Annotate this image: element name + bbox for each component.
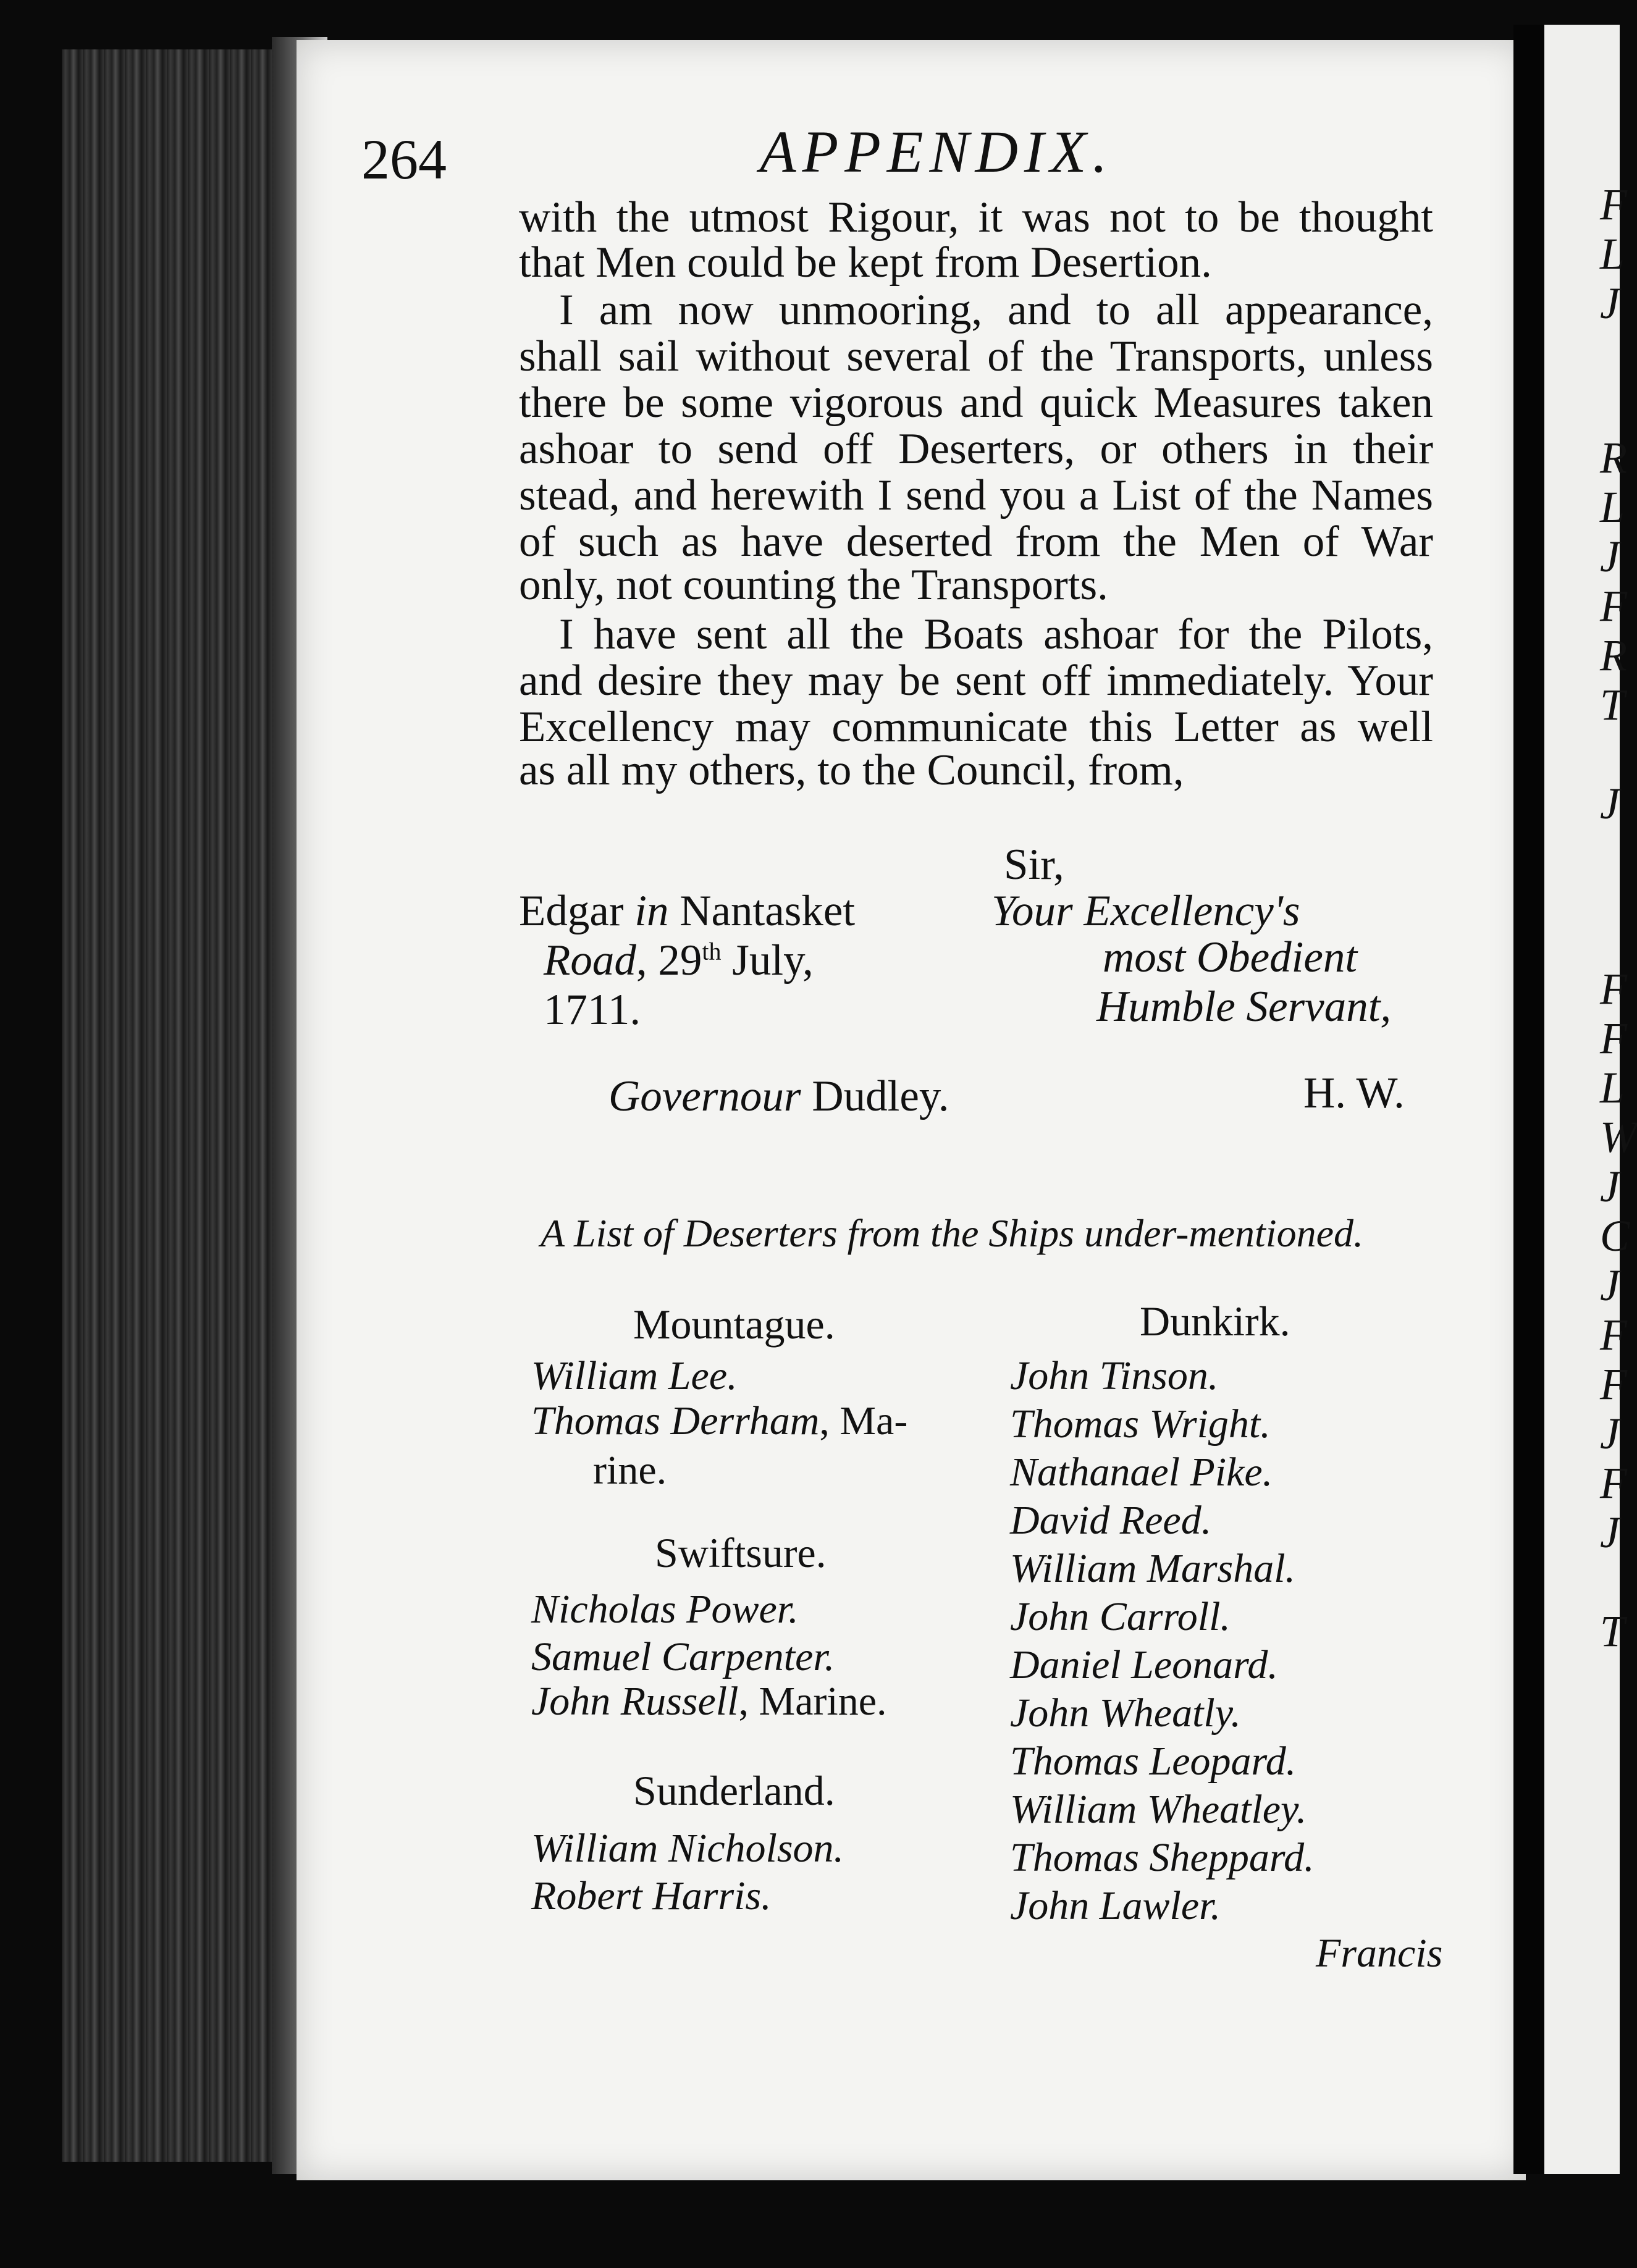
deserter-name: William Marshal. — [1010, 1546, 1296, 1591]
next-page-fragment: R — [1600, 631, 1627, 680]
deserter-name: John Wheatly. — [1010, 1690, 1241, 1736]
closing-line: Humble Servant, — [1096, 983, 1392, 1031]
next-page-fragment: J — [1600, 279, 1620, 328]
signature: H. W. — [1303, 1069, 1405, 1117]
letter-line: and desire they may be sent off immediately. Your — [519, 657, 1433, 705]
deserter-name: Thomas Wright. — [1010, 1401, 1271, 1447]
deserter-name: John Carroll. — [1010, 1594, 1231, 1639]
addressee: Governour Dudley. — [608, 1072, 949, 1120]
next-page-fragment: T — [1600, 1606, 1625, 1656]
deserter-name: William Nicholson. — [531, 1826, 844, 1871]
deserter-entry: Thomas Derrham, Ma- — [531, 1398, 908, 1443]
letter-line: I am now unmooring, and to all appearance, — [559, 286, 1433, 334]
catchword: Francis — [1316, 1931, 1443, 1976]
next-page-fragment: L — [1600, 482, 1625, 532]
deserter-name: William Lee. — [531, 1353, 738, 1398]
deserter-name: Robert Harris. — [531, 1873, 772, 1918]
letter-line: stead, and herewith I send you a List of the Names — [519, 471, 1433, 519]
deserter-name: Daniel Leonard. — [1010, 1642, 1278, 1687]
deserter-name: Nicholas Power. — [531, 1587, 799, 1632]
letter-line: there be some vigorous and quick Measures taken — [519, 379, 1433, 427]
next-page-fragment: C — [1600, 1211, 1630, 1261]
letter-line: I have sent all the Boats ashoar for the Pilots, — [559, 610, 1433, 658]
deserter-name: Samuel Carpenter. — [531, 1634, 835, 1679]
next-page-fragment: F — [1600, 581, 1627, 631]
next-page-fragment: L — [1600, 229, 1625, 279]
dateline-year: 1711. — [544, 986, 641, 1034]
next-page-fragment: F — [1600, 1458, 1627, 1508]
running-title: APPENDIX. — [760, 119, 1114, 185]
deserter-entry: John Russell, Marine. — [531, 1679, 887, 1724]
letter-line: ashoar to send off Deserters, or others in their — [519, 425, 1433, 473]
deserter-name: William Wheatley. — [1010, 1787, 1307, 1832]
next-page-fragment: L — [1600, 1063, 1625, 1112]
letter-line: with the utmost Rigour, it was not to be thought — [519, 193, 1433, 242]
next-page-fragment: J — [1600, 1409, 1620, 1458]
letter-line: as all my others, to the Council, from, — [519, 746, 1184, 794]
letter-line: of such as have deserted from the Men of War — [519, 518, 1433, 566]
next-page-fragment: F — [1600, 1014, 1627, 1063]
next-page-fragment: F — [1600, 1359, 1627, 1409]
next-page-fragment: T — [1600, 680, 1625, 729]
next-page-fragment: J — [1600, 1508, 1620, 1557]
next-page-fragment: J — [1600, 1261, 1620, 1310]
letter-line: only, not counting the Transports. — [519, 561, 1108, 609]
deserter-entry-cont: rine. — [593, 1448, 667, 1493]
next-page-fragment: J — [1600, 532, 1620, 581]
next-page-fragment: F — [1600, 180, 1627, 229]
next-page-edge — [1544, 25, 1637, 2174]
deserter-name: Nathanael Pike. — [1010, 1450, 1273, 1495]
letter-line: shall sail without several of the Transports, unless — [519, 332, 1433, 380]
next-page-fragment: J — [1600, 1162, 1620, 1211]
letter-line: Excellency may communicate this Letter as well — [519, 703, 1433, 751]
deserter-name: David Reed. — [1010, 1498, 1212, 1543]
ship-heading: Swiftsure. — [655, 1529, 827, 1576]
salutation: Sir, — [1004, 841, 1064, 889]
list-title: A List of Deserters from the Ships under-mentioned. — [541, 1211, 1363, 1255]
letter-line: that Men could be kept from Desertion. — [519, 238, 1212, 287]
next-page-fragment: W — [1600, 1112, 1637, 1162]
ship-heading: Dunkirk. — [1140, 1298, 1290, 1345]
next-page-fragment: J — [1600, 779, 1620, 828]
deserter-name: Thomas Sheppard. — [1010, 1835, 1315, 1880]
deserter-name: Thomas Leopard. — [1010, 1739, 1297, 1784]
gutter — [1513, 25, 1544, 2174]
next-page-fragment: F — [1600, 964, 1627, 1014]
next-page-fragment: F — [1600, 1310, 1627, 1359]
dateline: Road, 29th July, — [544, 936, 814, 985]
page-number: 264 — [361, 128, 447, 191]
deserter-name: John Tinson. — [1010, 1353, 1219, 1398]
next-page-fragment: R — [1600, 433, 1627, 482]
dateline: Edgar in Nantasket — [519, 887, 856, 935]
deserter-name: John Lawler. — [1010, 1883, 1221, 1928]
ship-heading: Mountague. — [633, 1301, 835, 1348]
closing-line: most Obedient — [1103, 933, 1358, 981]
closing-line: Your Excellency's — [991, 887, 1300, 935]
ship-heading: Sunderland. — [633, 1767, 835, 1814]
